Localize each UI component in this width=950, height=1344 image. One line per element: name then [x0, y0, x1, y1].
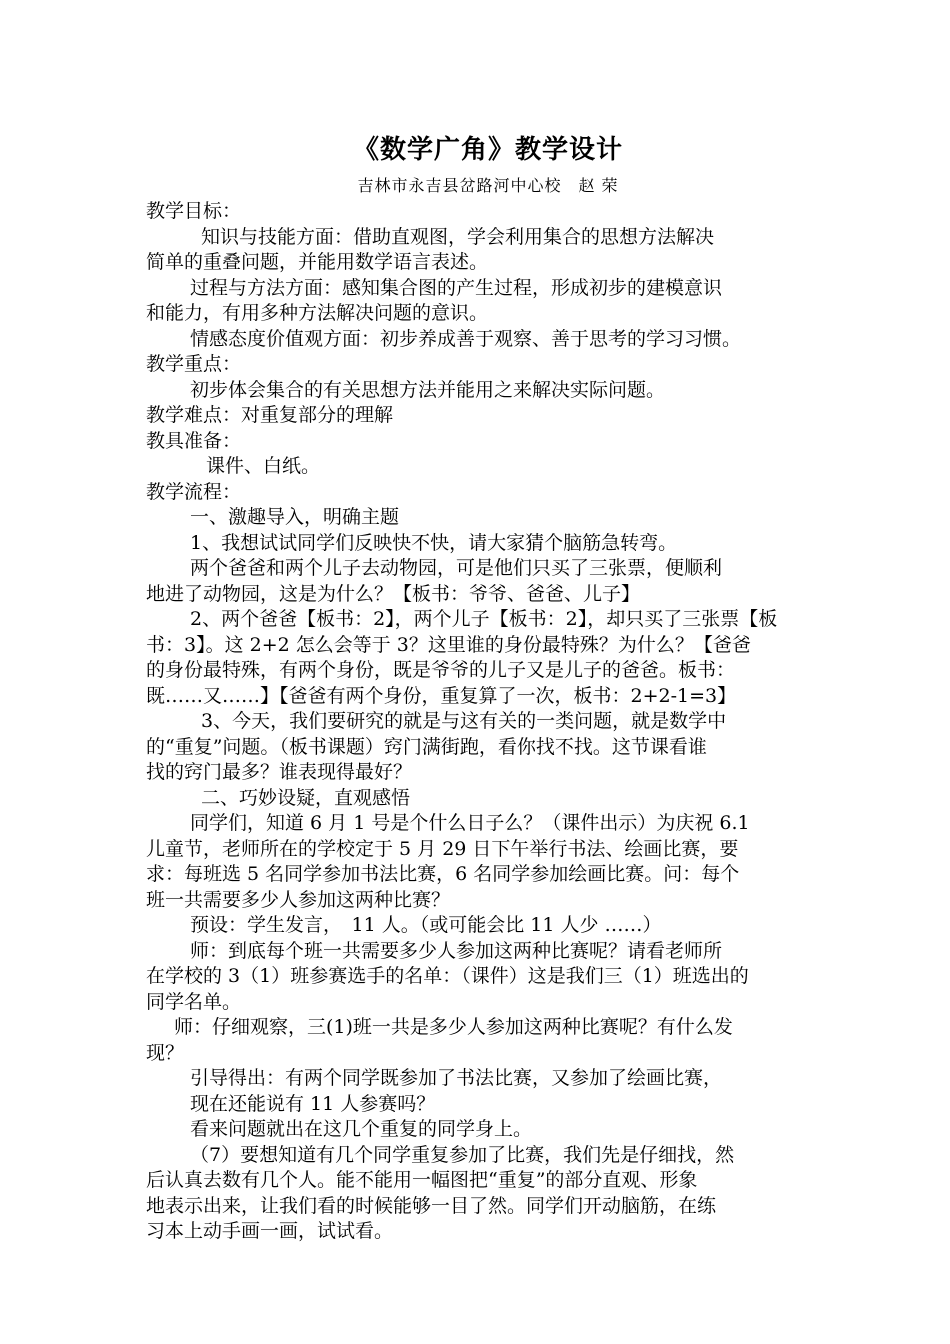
paragraph-line: 知识与技能方面：借助直观图，学会利用集合的思想方法解决 [201, 225, 715, 248]
paragraph-line: 班一共需要多少人参加这两种比赛？ [146, 888, 451, 911]
paragraph-line: 的“重复”问题。（板书课题）窍门满街跑，看你找不找。这节课看谁 [146, 735, 707, 758]
paragraph-line: 的身份最特殊，有两个身份，既是爷爷的儿子又是儿子的爸爸。板书： [146, 659, 736, 681]
paragraph-line: 地进了动物园，这是为什么？【板书：爷爷、爸爸、儿子】 [146, 582, 641, 605]
paragraph-line: 习本上动手画一画，试试看。 [146, 1220, 394, 1242]
document-body [146, 199, 830, 1245]
paragraph-line: 教学重点： [146, 353, 242, 375]
paragraph-line: 在学校的 3（1）班参赛选手的名单：（课件）这是我们三（1）班选出的 [146, 965, 749, 987]
paragraph-line: 师：仔细观察，三(1)班一共是多少人参加这两种比赛呢？有什么发 [174, 1016, 733, 1038]
paragraph-line: 初步体会集合的有关思想方法并能用之来解决实际问题。 [190, 378, 666, 401]
paragraph-line: 求：每班选 5 名同学参加书法比赛，6 名同学参加绘画比赛。问：每个 [146, 863, 740, 885]
paragraph-line: 儿童节，老师所在的学校定于 5 月 29 日下午举行书法、绘画比赛，要 [146, 837, 739, 860]
paragraph-line: 教学流程： [146, 480, 242, 503]
paragraph-line: 引导得出：有两个同学既参加了书法比赛，又参加了绘画比赛， [190, 1067, 723, 1089]
paragraph-line: 同学名单。 [146, 990, 242, 1013]
paragraph-line: 现？ [146, 1041, 185, 1064]
paragraph-line: 1、我想试试同学们反映快不快，请大家猜个脑筋急转弯。 [190, 531, 678, 554]
paragraph-line: 过程与方法方面：感知集合图的产生过程，形成初步的建模意识 [190, 276, 723, 299]
paragraph-line: 两个爸爸和两个儿子去动物园，可是他们只买了三张票，便顺利 [190, 557, 723, 579]
paragraph-line: （7）要想知道有几个同学重复参加了比赛，我们先是仔细找，然 [190, 1143, 735, 1166]
author-line: 吉林市永吉县岔路河中心校 赵 荣 [357, 176, 619, 195]
paragraph-line: 课件、白纸。 [206, 455, 321, 477]
paragraph-line: 后认真去数有几个人。能不能用一幅图把“重复”的部分直观、形象 [146, 1169, 698, 1191]
paragraph-line: 同学们，知道 6 月 1 号是个什么日子么？（课件出示）为庆祝 6.1 [190, 812, 750, 834]
paragraph-line: 既……又……】【爸爸有两个身份，重复算了一次，板书：2+2-1=3】 [146, 684, 737, 707]
paragraph-line: 看来问题就出在这几个重复的同学身上。 [190, 1118, 533, 1140]
paragraph-line: 书：3】。这 2+2 怎么会等于 3？这里谁的身份最特殊？为什么？【爸爸 [146, 633, 751, 656]
paragraph-line: 情感态度价值观方面：初步养成善于观察、善于思考的学习习惯。 [190, 327, 742, 350]
paragraph-line: 找的窍门最多？谁表现得最好？ [146, 761, 413, 783]
paragraph-line: 预设：学生发言， 11 人。（或可能会比 11 人少 ……） [190, 914, 662, 936]
paragraph-line: 二、巧妙设疑，直观感悟 [201, 786, 411, 809]
paragraph-line: 地表示出来，让我们看的时候能够一目了然。同学们开动脑筋，在练 [146, 1194, 717, 1217]
paragraph-line: 3、今天，我们要研究的就是与这有关的一类问题，就是数学中 [201, 710, 727, 732]
paragraph-line: 2、两个爸爸【板书：2】，两个儿子【板书：2】，却只买了三张票【板 [190, 608, 778, 630]
paragraph-line: 教具准备： [146, 429, 242, 452]
paragraph-line: 和能力，有用多种方法解决问题的意识。 [146, 302, 489, 324]
paragraph-line: 师：到底每个班一共需要多少人参加这两种比赛呢？请看老师所 [190, 939, 723, 962]
paragraph-line: 一、激趣导入，明确主题 [190, 506, 400, 528]
document-title: 《数学广角》教学设计 [352, 135, 623, 165]
paragraph-line: 教学目标： [146, 200, 242, 222]
paragraph-line: 教学难点：对重复部分的理解 [146, 404, 394, 426]
paragraph-line: 现在还能说有 11 人参赛吗？ [190, 1092, 436, 1115]
paragraph-line: 简单的重叠问题，并能用数学语言表述。 [146, 251, 489, 273]
